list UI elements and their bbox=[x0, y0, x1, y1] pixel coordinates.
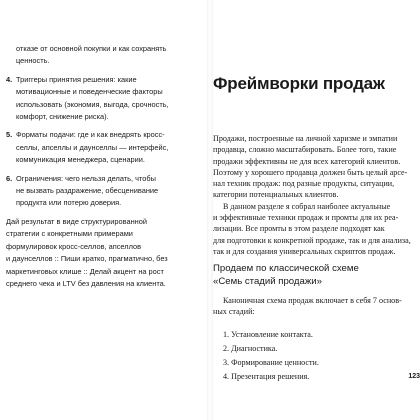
list-item bbox=[6, 129, 202, 166]
text-line: не вызвать раздражение, обесценивание bbox=[16, 186, 159, 196]
right-page bbox=[213, 0, 420, 420]
section-heading bbox=[213, 263, 419, 289]
text-line: Продажи, построенные на личной харизме и эмпатии bbox=[213, 134, 398, 143]
text-line: селлы, апселлы и даунселлы — интерфейс, bbox=[16, 142, 169, 152]
text-line: использовать (экономия, выгода, срочность, bbox=[16, 99, 169, 109]
text-line: формулировок кросс-селлов, апселлов bbox=[6, 241, 142, 251]
page-number: 123 bbox=[408, 373, 420, 380]
text-line: В данном разделе я собрал наиболее актуальные bbox=[223, 201, 391, 211]
text-line: так и для создания универсальных скриптов продаж. bbox=[213, 246, 396, 256]
intro-paragraph bbox=[213, 295, 419, 318]
chapter-title: Фреймворки продаж bbox=[213, 74, 385, 93]
list-item: 1. Установление контакта. bbox=[223, 330, 313, 339]
list-item: 4. Презентация решения. bbox=[223, 372, 310, 381]
text-line: Триггеры принятия решения: какие bbox=[16, 74, 137, 84]
text-line: нал техник продаж: под разные продукты, ситуации, bbox=[213, 179, 395, 189]
item-number: 6. bbox=[6, 173, 13, 183]
text-line: Поэтому у хорошего продавца должен быть целый арсе- bbox=[213, 167, 408, 177]
text-line: среднего чека и LTV без давления на клиента. bbox=[6, 278, 166, 288]
summary-paragraph bbox=[6, 216, 202, 290]
left-page-content bbox=[6, 43, 202, 290]
item-number: 4. bbox=[6, 74, 13, 84]
text-line: стратегии с конкретными примерами bbox=[6, 229, 133, 239]
text-line: и даунселлов :: Пиши кратко, прагматично, без bbox=[6, 254, 168, 264]
text-line: ных стадий: bbox=[213, 307, 255, 317]
text-line: и эффективные техники продаж и промты для их реа- bbox=[213, 213, 399, 223]
list-item bbox=[6, 173, 202, 210]
left-page bbox=[0, 0, 207, 420]
text-line: Форматы подачи: где и как внедрять кросс- bbox=[16, 130, 165, 140]
text-line: продавца, сложно масштабировать. Более того, такие bbox=[213, 145, 397, 155]
body-text bbox=[213, 133, 419, 257]
text-line: лизации. Все промты в этом разделе подходят как bbox=[213, 224, 385, 234]
text-line: коммуникация менеджера, сценарии. bbox=[16, 155, 145, 165]
text-line: Каноничная схема продаж включает в себя 7 основ- bbox=[223, 296, 402, 305]
item-number: 5. bbox=[6, 130, 13, 140]
text-line: категории потенциальных клиентов. bbox=[213, 190, 339, 200]
list-item: 2. Диагностика. bbox=[223, 344, 278, 353]
heading-line: «Семь стадий продажи» bbox=[213, 275, 322, 287]
heading-line: Продаем по классической схеме bbox=[213, 263, 359, 274]
text-line: комфорт, снижение риска). bbox=[16, 112, 109, 122]
text-line: продукта или потерю доверия. bbox=[16, 198, 122, 208]
text-line: Дай результат в виде структурированной bbox=[6, 216, 147, 226]
text-line: отказе от основной покупки и как сохранять bbox=[16, 44, 167, 53]
continuation-text bbox=[6, 43, 202, 68]
text-line: мотивационные и поведенческие факторы bbox=[16, 87, 163, 97]
list-item bbox=[6, 74, 202, 124]
text-line: продажи эффективны не для всех категорий клиентов. bbox=[213, 156, 401, 166]
text-line: маркетинговых клише :: Делай акцент на рост bbox=[6, 266, 164, 276]
text-line: Ограничения: чего нельзя делать, чтобы bbox=[16, 173, 156, 183]
text-line: ценность. bbox=[16, 56, 50, 66]
steps-list bbox=[223, 328, 319, 384]
list-item: 3. Формирование ценности. bbox=[223, 358, 319, 367]
text-line: для подготовки к конкретной продаже, так и для анализа, bbox=[213, 235, 411, 245]
